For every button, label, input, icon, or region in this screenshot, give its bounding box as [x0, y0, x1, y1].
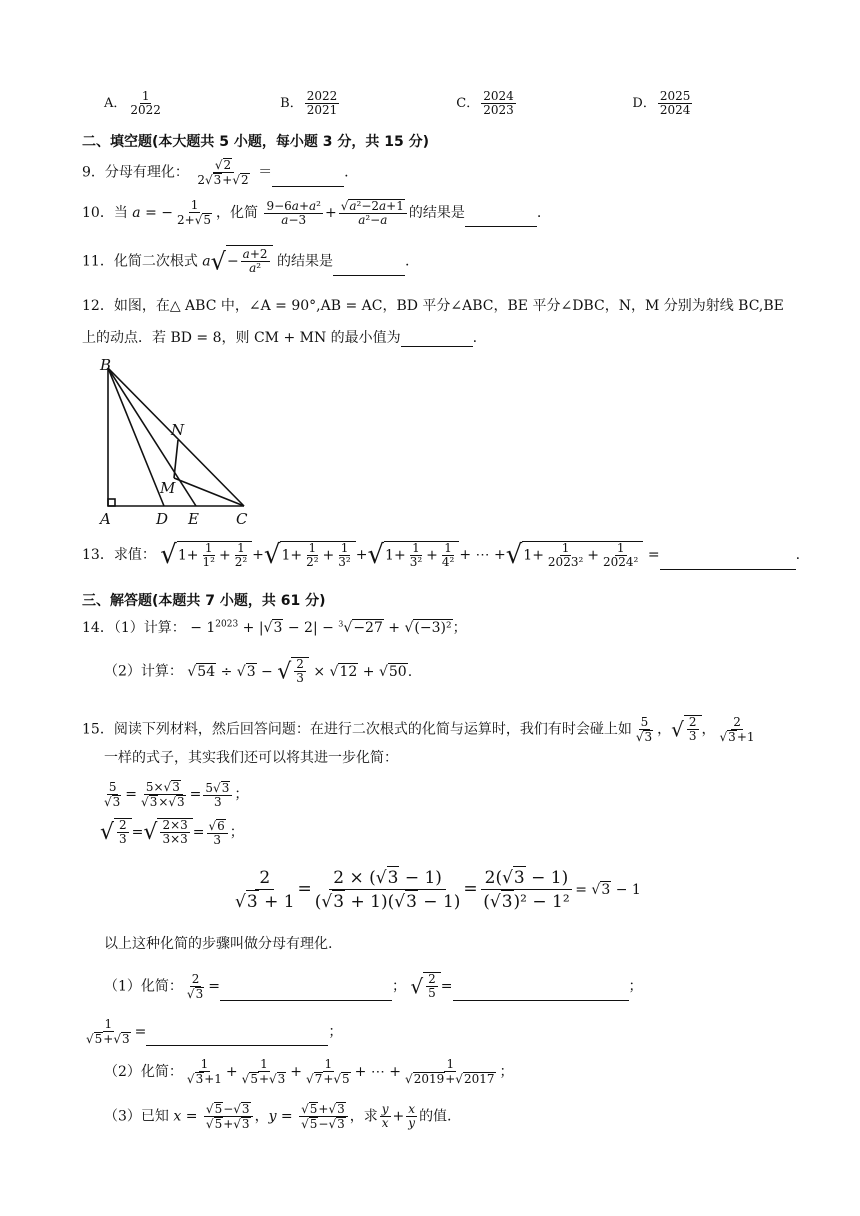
question-9-expression: $\frac{√2}{2√3+√2}$: [197, 158, 249, 187]
example-2: √ $\frac{2}{3}$ =√ $\frac{2\times 3}{3\times 3}$ = $\frac{√6}{3}$ ；: [100, 818, 244, 847]
question-15-intro: 15．阅读下列材料，然后回答问题：在进行二次根式的化简与运算时，我们有时会碰上如 $\frac{5}{√3}$ ，√ $\frac{2}{3}$ ， $\frac{2}{√3+1}$: [82, 714, 755, 744]
option-c: [456, 90, 628, 117]
question-13-expression: √1+ $\frac{1}{\text{1²}}$ + $\frac{1}{\text{2²}}$ +√1+ $\frac{1}{\text{2²}}$ + $\frac{1}{\text{3²}}$ +√1+ $\frac{1}{\text{3²}}$ + $\frac{1}{\text{4²}}$ + ⋯ +√1+ $\frac{1}{\text{2023²}}$ + $\frac{1}{\text{2024²}}$: [160, 547, 648, 563]
answer-blank[interactable]: [401, 332, 473, 347]
options-row: [104, 90, 804, 117]
question-15-conclusion: 以上这种化简的步骤叫做分母有理化.: [104, 936, 333, 952]
answer-blank[interactable]: [465, 212, 537, 227]
question-10-condition: a: [132, 205, 141, 221]
section-3-title: 三、解答题(本题共 7 小题，共 61 分): [82, 593, 326, 609]
option-c-label: C．: [456, 96, 480, 111]
geometry-figure: [96, 356, 256, 528]
example-1: $\frac{5}{√3}$ = $\frac{5\times√3}{√3\times√3}$ = $\frac{5√3}{3}$ ；: [104, 779, 249, 809]
question-15-part-2: （2）化简： $\frac{1}{√3+1}$ + $\frac{1}{√5+√3}$ + $\frac{1}{√7+√5}$ + ⋯ + $\frac{1}{√2019+√2017}$ ；: [104, 1057, 514, 1086]
question-13-number: 13．: [82, 547, 114, 563]
question-14-part-1: [82, 617, 467, 637]
question-10: 10．当 a = − $\frac{1}{2+√5}$ ，化简 $\frac{\text{9−6a+a²}}{a-3}$ + $\frac{\text{√a²−2a+1}}{\text{a²−a}}$ 的结果是 .: [82, 198, 542, 227]
question-15-part-3: （3）已知 x = $\frac{√5-√3}{√5+√3}$ ，y = $\frac{√5+√3}{√5-√3}$ ，求 $\frac{y}{x}$ + $\frac{x}{y}$ 的值.: [104, 1102, 452, 1131]
example-3: $\frac{2}{√3 + 1}$ = $\frac{2 \times (√3 - 1)}{(√3 + 1)(√3 - 1)}$ = $\frac{2(√3 - 1)}{\text{(√3)² − 1²}}$ = √3 − 1: [235, 867, 641, 912]
question-9-text: 分母有理化：: [104, 164, 189, 181]
question-14-part-2-expression: √54 ÷ √3 − √ $\frac{2}{3}$ × √12 + √50.: [187, 657, 413, 685]
option-d-label: D．: [632, 96, 656, 111]
question-10-expression-2: $\frac{\text{√a²−2a+1}}{\text{a²−a}}$: [339, 199, 407, 227]
question-12-line-1: [82, 295, 784, 315]
option-b-label: B．: [280, 96, 303, 111]
option-a-label: A．: [104, 96, 127, 111]
question-10-mid: ，化简: [216, 205, 258, 221]
question-13: 13．求值： √1+ $\frac{1}{\text{1²}}$ + $\frac{1}{\text{2²}}$ +√1+ $\frac{1}{\text{2²}}$ + $\frac{1}{\text{3²}}$ +√1+ $\frac{1}{\text{3²}}$ + $\frac{1}{\text{4²}}$ + ⋯ +√1+ $\frac{1}{\text{2023²}}$ + $\frac{1}{\text{2024²}}$ = .: [82, 540, 801, 570]
question-14-part-1-expression: − $1^{2023} + |√3 - 2| - ^3√-27 + √(-3)^2$；: [190, 619, 467, 636]
question-11-post: 的结果是: [276, 253, 333, 270]
label-n: N: [171, 421, 185, 439]
question-15-part-1-cont: $\frac{1}{√5+√3}$ = ；: [86, 1017, 343, 1046]
question-10-end: .: [536, 205, 542, 221]
question-9-end: .: [344, 164, 349, 181]
question-14-part-1-label: （1）计算：: [113, 620, 186, 636]
label-d: D: [156, 510, 169, 528]
question-15-part-2-label: （2）化简：: [104, 1064, 183, 1080]
question-11-number: 11．: [82, 253, 114, 270]
question-15-part-3-mid: ，求: [349, 1108, 378, 1125]
question-11: 11．化简二次根式 a√− $\frac{a+2}{\text{a²}}$ 的结果是 .: [82, 247, 410, 276]
label-a: A: [100, 510, 111, 528]
question-10-post: 的结果是: [408, 205, 465, 221]
question-14-part-2-label: （2）计算：: [104, 663, 183, 680]
label-b: B: [100, 356, 112, 374]
question-13-end: .: [795, 547, 801, 563]
section-2-title: 二、填空题(本大题共 5 小题，每小题 3 分，共 15 分): [82, 134, 430, 150]
option-b-den: 2021: [306, 103, 338, 117]
question-15-part-1-label: （1）化简：: [104, 978, 183, 995]
question-15-part-3-end: 的值.: [419, 1108, 452, 1125]
question-14-part-2: [104, 657, 412, 685]
question-14-number: 14．: [82, 620, 114, 636]
option-b: [280, 90, 452, 117]
question-11-end: .: [404, 253, 410, 270]
question-11-text: 化简二次根式: [113, 253, 198, 270]
option-a: [104, 90, 276, 117]
question-10-pre: 当: [113, 205, 128, 221]
label-m: M: [160, 479, 176, 497]
question-15-number: 15．: [82, 721, 114, 738]
label-c: C: [236, 510, 248, 528]
option-a-num: 1: [141, 89, 150, 103]
option-b-num: 2022: [306, 89, 338, 103]
option-d-den: 2024: [659, 103, 691, 117]
option-a-den: 2022: [130, 103, 161, 117]
option-d: [632, 90, 804, 117]
question-15-part-3-label: （3）已知: [104, 1108, 169, 1125]
option-c-num: 2024: [483, 89, 514, 103]
answer-blank[interactable]: [660, 555, 796, 570]
option-c-den: 2023: [483, 103, 514, 117]
answer-blank[interactable]: [146, 1031, 328, 1046]
answer-blank[interactable]: [333, 261, 405, 276]
question-13-text: 求值：: [113, 547, 156, 563]
option-d-num: 2025: [659, 89, 691, 103]
answer-blank[interactable]: [453, 986, 629, 1001]
question-12-text-1: 如图，在△ ABC 中，∠A = 90°,AB = AC，BD 平分∠ABC，BE 平分∠DBC，N，M 分别为射线 BC,BE: [113, 298, 784, 314]
question-9: 9．分母有理化： $\frac{√2}{2√3+√2}$ ＝ .: [82, 158, 349, 187]
question-12-line-2: [82, 327, 477, 347]
question-12-text-2: 上的动点．若 BD = 8，则 CM + MN 的最小值为: [82, 330, 401, 346]
question-10-expression-1: $\frac{\text{9−6a+a²}}{a-3}$: [266, 198, 321, 227]
question-12-number: 12．: [82, 298, 114, 314]
question-12-end: .: [472, 330, 478, 346]
question-15-intro-2: 一样的式子，其实我们还可以将其进一步化简：: [104, 750, 398, 766]
answer-blank[interactable]: [272, 172, 344, 187]
label-e: E: [188, 510, 199, 528]
answer-blank[interactable]: [220, 986, 392, 1001]
question-15-intro-text: 阅读下列材料，然后回答问题：在进行二次根式的化简与运算时，我们有时会碰上如: [113, 721, 632, 738]
question-9-number: 9．: [82, 164, 105, 181]
question-15-part-1: （1）化简： $\frac{2}{√3}$ = ； √ $\frac{2}{5}$ = ；: [104, 971, 643, 1001]
question-10-number: 10．: [82, 205, 114, 221]
